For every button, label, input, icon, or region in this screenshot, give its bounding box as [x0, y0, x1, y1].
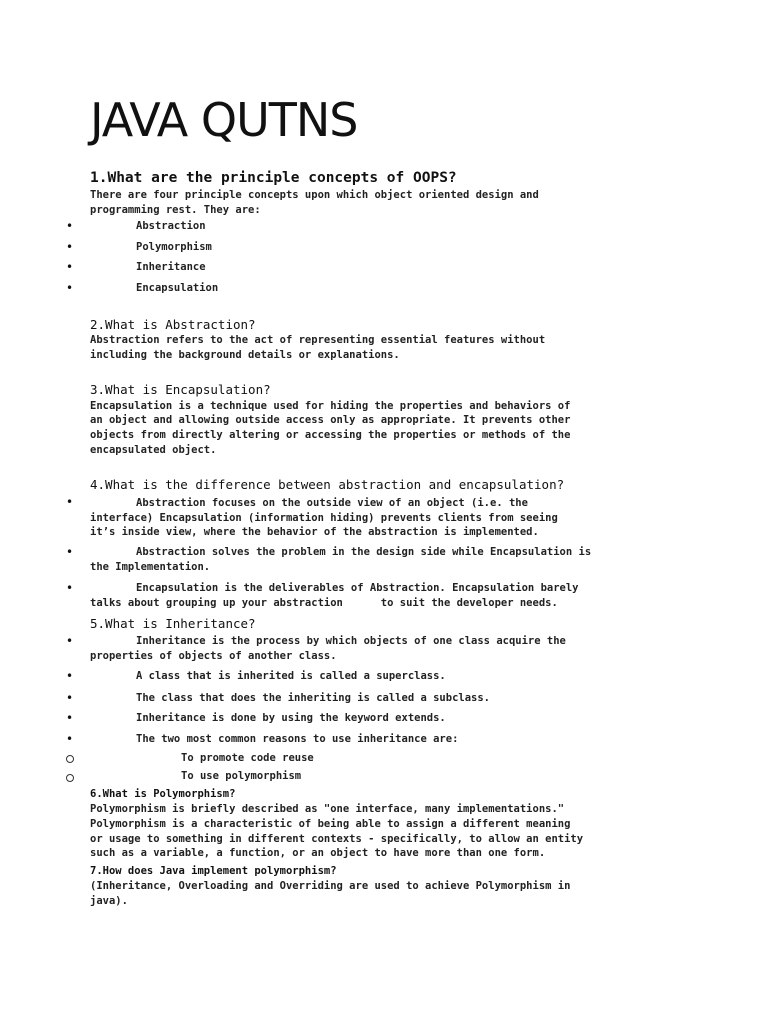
bullet-icon: •	[66, 219, 74, 233]
question-1-heading: 1.What are the principle concepts of OOPS?	[90, 170, 457, 186]
list-item: Encapsulation is the deliverables of Abstraction. Encapsulation barely	[136, 582, 579, 594]
list-item: Inheritance	[136, 261, 206, 273]
question-1-intro-line-1: There are four principle concepts upon which object oriented design and	[90, 189, 539, 201]
sub-bullet-icon	[66, 774, 74, 782]
question-2-answer-line-1: Abstraction refers to the act of representing essential features without	[90, 334, 546, 346]
bullet-icon: •	[66, 711, 74, 725]
question-3-heading: 3.What is Encapsulation?	[90, 382, 271, 397]
question-7-answer-line-1: (Inheritance, Overloading and Overriding are used to achieve Polymorphism in	[90, 880, 571, 892]
question-6-answer-line-4: such as a variable, a function, or an object to have more than one form.	[90, 847, 546, 859]
question-3-answer-line-1: Encapsulation is a technique used for hiding the properties and behaviors of	[90, 400, 571, 412]
question-6-answer-line-1: Polymorphism is briefly described as "one interface, many implementations."	[90, 803, 565, 815]
list-item-continuation: interface) Encapsulation (information hiding) prevents clients from seeing	[90, 512, 558, 524]
bullet-icon: •	[66, 281, 74, 295]
question-7-answer-line-2: java).	[90, 895, 128, 907]
question-4-heading: 4.What is the difference between abstraction and encapsulation?	[90, 477, 565, 492]
question-3-answer-line-2: an object and allowing outside access only as appropriate. It prevents other	[90, 414, 571, 426]
question-2-answer-line-2: including the background details or explanations.	[90, 349, 400, 361]
list-item: Abstraction focuses on the outside view of an object (i.e. the	[136, 497, 528, 509]
bullet-icon: •	[66, 634, 74, 648]
bullet-icon: •	[66, 495, 74, 509]
question-1-intro-line-2: programming rest. They are:	[90, 204, 261, 216]
list-item-continuation: properties of objects of another class.	[90, 650, 337, 662]
list-item: Encapsulation	[136, 282, 219, 294]
list-item-continuation: it’s inside view, where the behavior of the abstraction is implemented.	[90, 526, 539, 538]
sub-list-item: To promote code reuse	[181, 752, 314, 764]
bullet-icon: •	[66, 240, 74, 254]
list-item: Inheritance is the process by which objects of one class acquire the	[136, 635, 566, 647]
list-item: A class that is inherited is called a superclass.	[136, 670, 446, 682]
question-3-answer-line-4: encapsulated object.	[90, 444, 217, 456]
question-6-heading: 6.What is Polymorphism?	[90, 788, 236, 800]
sub-bullet-icon	[66, 755, 74, 763]
question-6-answer-line-3: or usage to something in different contexts - specifically, to allow an entity	[90, 833, 584, 845]
bullet-icon: •	[66, 545, 74, 559]
bullet-icon: •	[66, 669, 74, 683]
list-item-continuation: the Implementation.	[90, 561, 211, 573]
bullet-icon: •	[66, 691, 74, 705]
list-item: Polymorphism	[136, 241, 212, 253]
list-item: Abstraction	[136, 220, 206, 232]
question-2-heading: 2.What is Abstraction?	[90, 317, 256, 332]
document-title: JAVA QUTNS	[90, 93, 358, 147]
bullet-icon: •	[66, 260, 74, 274]
question-6-answer-line-2: Polymorphism is a characteristic of being able to assign a different meaning	[90, 818, 571, 830]
list-item: The two most common reasons to use inheritance are:	[136, 733, 459, 745]
question-3-answer-line-3: objects from directly altering or accessing the properties or methods of the	[90, 429, 571, 441]
question-5-heading: 5.What is Inheritance?	[90, 616, 256, 631]
bullet-icon: •	[66, 581, 74, 595]
list-item: Abstraction solves the problem in the design side while Encapsulation is	[136, 546, 592, 558]
list-item-continuation: talks about grouping up your abstraction to suit the developer needs.	[90, 597, 558, 609]
list-item: The class that does the inheriting is called a subclass.	[136, 692, 491, 704]
list-item: Inheritance is done by using the keyword extends.	[136, 712, 446, 724]
question-7-heading: 7.How does Java implement polymorphism?	[90, 865, 337, 877]
sub-list-item: To use polymorphism	[181, 770, 302, 782]
bullet-icon: •	[66, 732, 74, 746]
